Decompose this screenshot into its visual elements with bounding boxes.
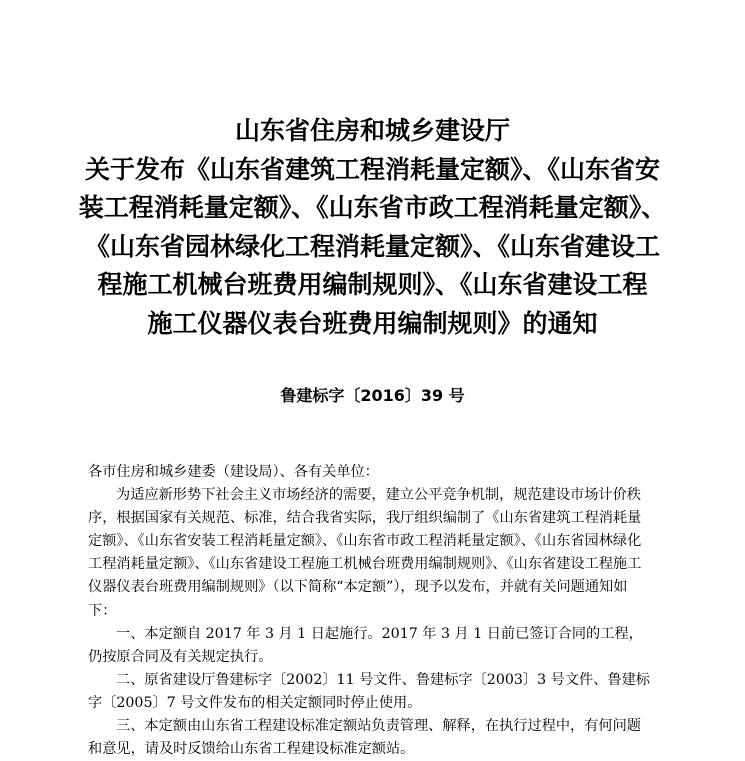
title-line: 山东省住房和城乡建设厅 <box>234 116 510 145</box>
body-paragraph: 二、原省建设厅鲁建标字〔2002〕11 号文件、鲁建标字〔2003〕3 号文件、鲁建标字〔2005〕7 号文件发布的相关定额同时停止使用。 <box>88 671 650 711</box>
notice-title <box>60 112 685 343</box>
salutation: 各市住房和城乡建委（建设局）、各有关单位： <box>88 464 379 480</box>
body-paragraph: 一、本定额自 2017 年 3 月 1 日起施行。2017 年 3 月 1 日前已签订合同的工程，仍按原合同及有关规定执行。 <box>88 625 643 665</box>
title-line: 程施工机械台班费用编制规则》、《山东省建设工程 <box>97 270 648 299</box>
body-paragraph: 三、本定额由山东省工程建设标准定额站负责管理、解释，在执行过程中，有何问题和意见，请及时反馈给山东省工程建设标准定额站。 <box>88 718 641 758</box>
body-paragraph: 为适应新形势下社会主义市场经济的需要，建立公平竞争机制，规范建设市场计价秩序，根据国家有关规范、标准，结合我省实际，我厅组织编制了《山东省建筑工程消耗量定额》、《山东省安装工程消耗量定额》、《山东省市政工程消耗量定额》、《山东省园林绿化工程消耗量定额》、《山东省建设工程施工机械台班费用编制规则》、《山东省建设工程施工仪器仪表台班费用编制规则》（以下简称“本定额”），现予以发布，并就有关问题通知如下： <box>88 487 642 619</box>
title-line: 《山东省园林绿化工程消耗量定额》、《山东省建设工 <box>84 231 660 261</box>
document-number: 鲁建标字〔2016〕39 号 <box>280 386 465 405</box>
title-line: 关于发布《山东省建筑工程消耗量定额》、《山东省安 <box>84 154 660 184</box>
title-line: 施工仪器仪表台班费用编制规则》的通知 <box>147 308 598 338</box>
title-line: 装工程消耗量定额》、《山东省市政工程消耗量定额》、 <box>78 193 667 222</box>
notice-body <box>88 461 650 761</box>
